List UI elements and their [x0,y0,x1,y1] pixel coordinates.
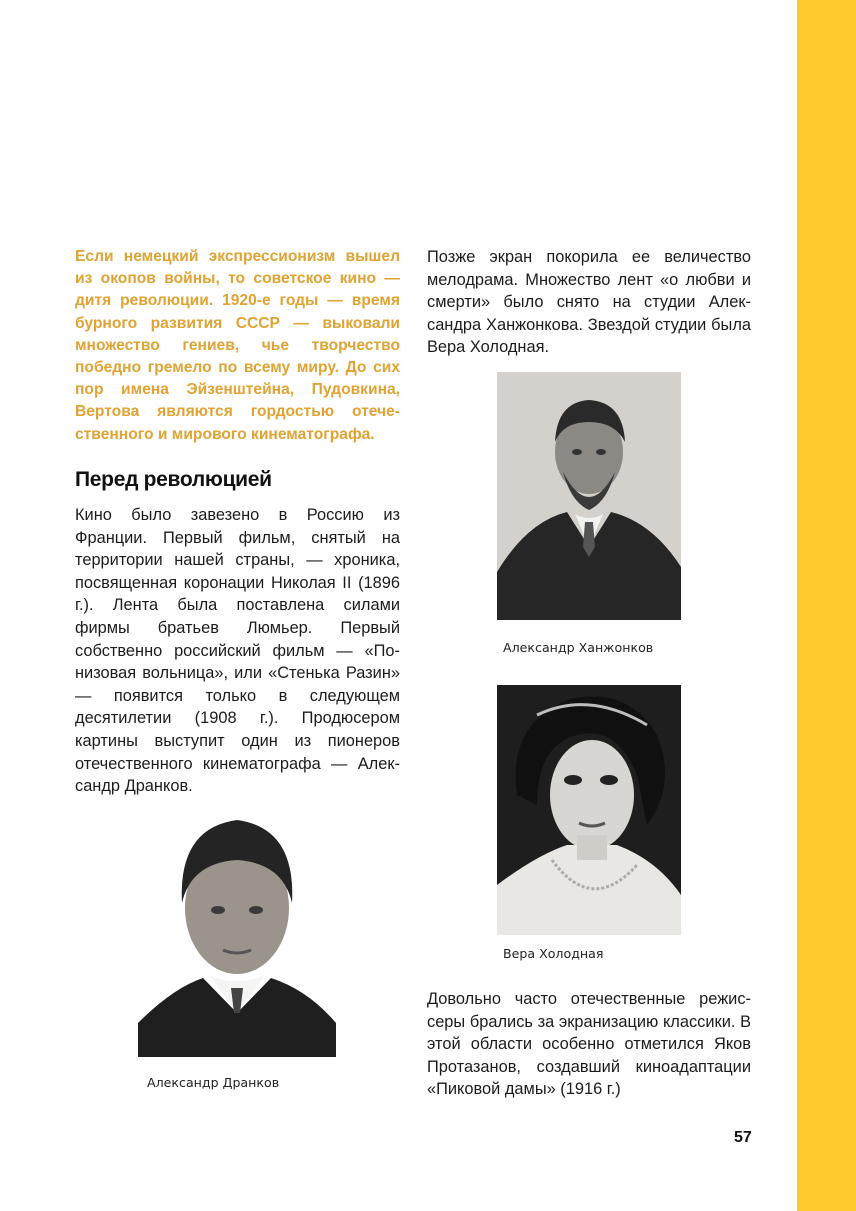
intro-paragraph: Если немецкий экспрессионизм вышел из окопов войны, то советское кино — дитя революции. 1920-е годы — время бурного развития СССР — выковали множество гениев, чье творчество победно гремело по всему миру. До сих пор имена Эйзенштейна, Пудовкина, Вертова являются гордостью отечественного и мирового кинематографа. [75,248,400,443]
drankov-caption: Александр Дранков [147,1075,280,1090]
khanzhonkov-photo [497,372,681,620]
yellow-sidebar-strip [797,0,856,1211]
section-body-paragraph: Кино было завезено в Россию из Франции. Первый фильм, снятый на территории нашей страны, — хроника, посвященная коронации Николая II (1896 г.). Лента была поставлена силами фирмы братьев Люмьер. Первый собственно российский фильм — «Понизовая вольница», или «Стенька Разин» — появится только в следующем десятилетии (1908 г.). Продюсером картины выступит один из пионеров отечественного кинематографа — Александр Дранков. [75,506,400,796]
section-heading: Перед революцией [75,468,272,491]
right-bottom-paragraph: Довольно часто отечественные режиссеры брались за экранизацию классики. В этой области особенно отметился Яков Протазанов, создавший киноадаптации «Пиковой дамы» (1916 г.) [427,990,751,1099]
drankov-photo [138,808,336,1057]
kholodnaya-photo [497,685,681,935]
right-top-paragraph: Позже экран покорила ее величество мелодрама. Множество лент «о любви и смерти» было снято на студии Александра Ханжонкова. Звездой студии была Вера Холодная. [427,248,751,357]
khanzhonkov-caption: Александр Ханжонков [503,640,654,655]
kholodnaya-caption: Вера Холодная [503,946,604,961]
page-number: 57 [734,1129,752,1146]
